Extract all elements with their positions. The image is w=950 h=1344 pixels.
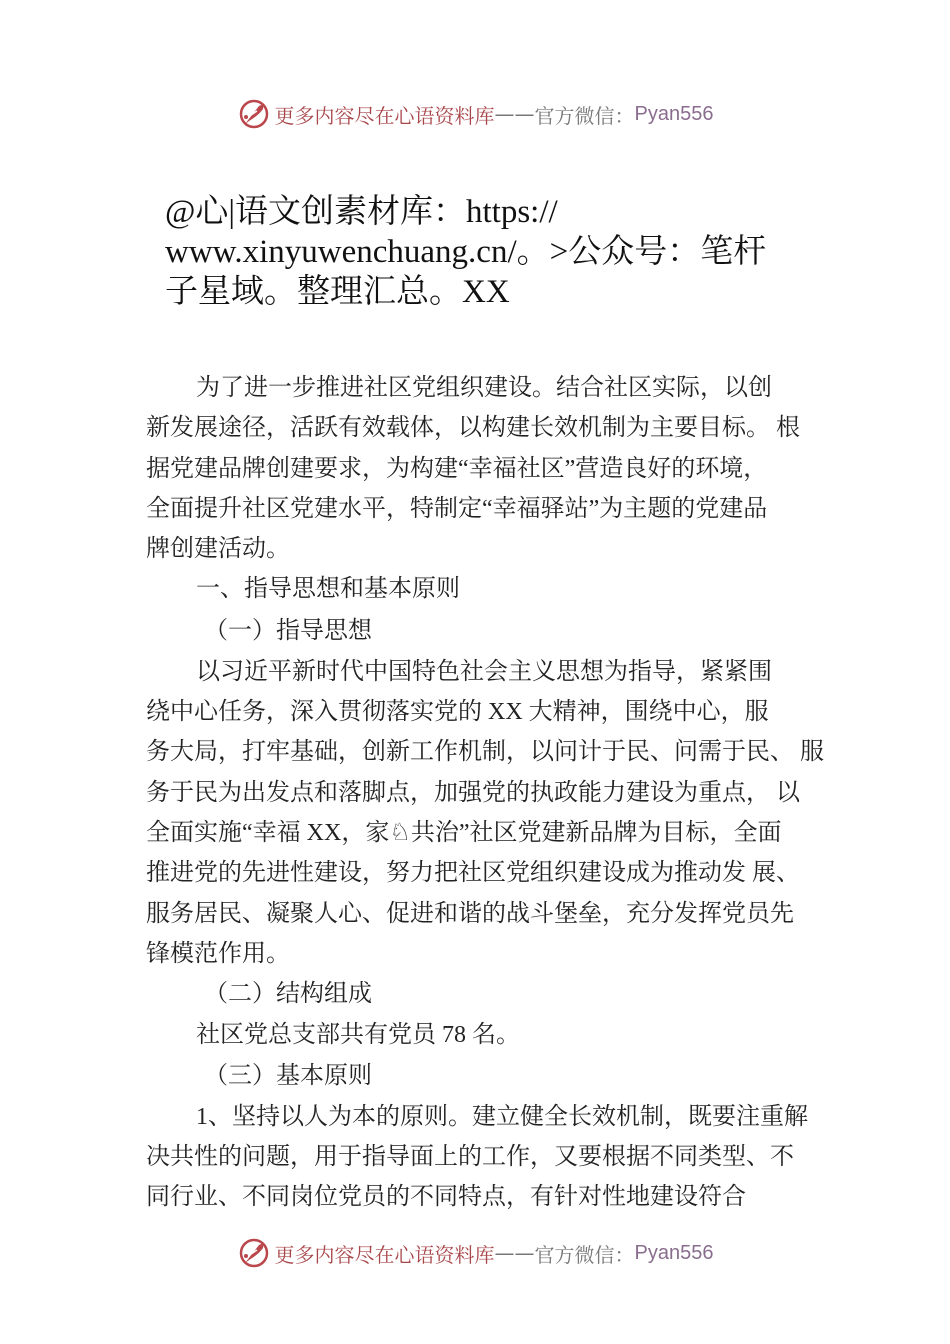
subsection-heading: （二）结构组成: [204, 981, 372, 1008]
watermark-site-text: 更多内容尽在心语资料库: [274, 103, 495, 128]
watermark-banner-top: [0, 94, 950, 134]
document-heading: [165, 192, 825, 312]
paragraph-line: 以习近平新时代中国特色社会主义思想为指导，紧紧围: [196, 658, 772, 685]
watermark-wechat-id: Pyan556: [634, 1241, 714, 1264]
heading-line: www.xinyuwenchuang.cn/。>公众号：笔杆: [165, 234, 767, 270]
feather-quill-logo-icon: [237, 97, 271, 131]
watermark-dash: ——: [494, 102, 535, 126]
paragraph-line: 务于民为出发点和落脚点，加强党的执政能力建设为重点， 以: [146, 779, 800, 806]
watermark-wechat-label: 官方微信：: [534, 103, 635, 128]
subsection-heading: （一）指导思想: [204, 617, 372, 644]
paragraph-line: 同行业、不同岗位党员的不同特点，有针对性地建设符合: [146, 1184, 746, 1211]
section-heading: 一、指导思想和基本原则: [196, 576, 460, 603]
heading-line: @心|语文创素材库：https://: [165, 194, 558, 230]
paragraph-line: 1、坚持以人为本的原则。建立健全长效机制，既要注重解: [196, 1103, 808, 1130]
paragraph-line: 社区党总支部共有党员 78 名。: [196, 1022, 520, 1049]
watermark-banner-bottom: [0, 1233, 950, 1273]
paragraph-line: 牌创建活动。: [146, 536, 290, 563]
watermark-site-text: 更多内容尽在心语资料库: [274, 1242, 495, 1267]
paragraph-line: 服务居民、凝聚人心、促进和谐的战斗堡垒，充分发挥党员先: [146, 900, 794, 927]
paragraph-line: 据党建品牌创建要求，为构建“幸福社区”营造良好的环境，: [146, 455, 768, 482]
heading-line: 子星域。整理汇总。XX: [165, 274, 510, 310]
paragraph-line: 为了进一步推进社区党组织建设。结合社区实际，以创: [196, 375, 772, 401]
watermark-wechat-id: Pyan556: [634, 102, 714, 125]
paragraph-line: 全面提升社区党建水平，特制定“幸福驿站”为主题的党建品: [146, 495, 768, 522]
subsection-heading: （三）基本原则: [204, 1063, 372, 1090]
paragraph-line: 绕中心任务，深入贯彻落实党的 XX 大精神，围绕中心，服: [146, 699, 769, 726]
paragraph-line: 新发展途径，活跃有效载体，以构建长效机制为主要目标。 根: [146, 415, 800, 442]
watermark-dash: ——: [494, 1241, 535, 1265]
feather-quill-logo-icon: [237, 1236, 271, 1270]
paragraph-line: 锋模范作用。: [146, 940, 290, 967]
paragraph-line: 推进党的先进性建设，努力把社区党组织建设成为推动发 展、: [146, 860, 800, 887]
paragraph-line: 决共性的问题，用于指导面上的工作，又要根据不同类型、不: [146, 1144, 794, 1171]
document-body: [146, 368, 836, 1218]
watermark-wechat-label: 官方微信：: [534, 1242, 635, 1267]
paragraph-line: 全面实施“幸福 XX，家♘共治”社区党建新品牌为目标，全面: [146, 819, 782, 846]
paragraph-line: 务大局，打牢基础，创新工作机制，以问计于民、问需于民、 服: [146, 739, 824, 766]
